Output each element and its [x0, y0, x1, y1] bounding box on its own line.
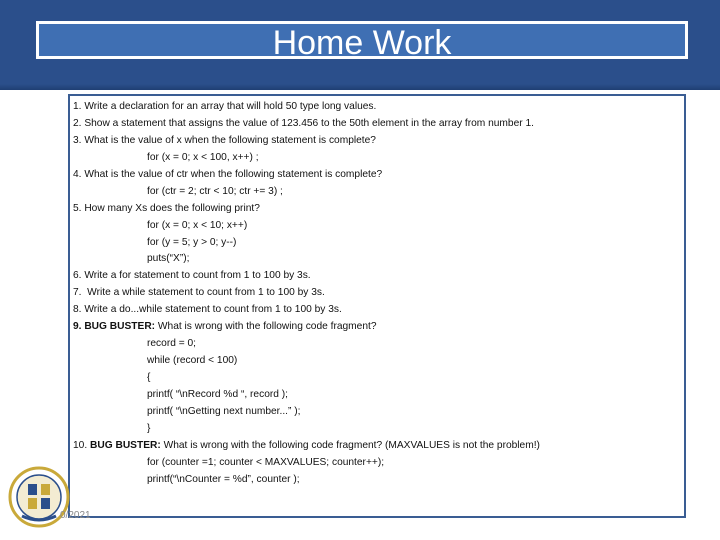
- footer-date: 0/2021: [60, 510, 91, 521]
- question-4: 4. What is the value of ctr when the following statement is complete?: [73, 168, 383, 180]
- code-line: for (x = 0; x < 100, x++) ;: [147, 151, 259, 163]
- code-line: for (y = 5; y > 0; y--): [147, 236, 237, 248]
- title-frame: [36, 21, 688, 62]
- homework-content-box: [68, 94, 686, 518]
- question-9: 9. BUG BUSTER: What is wrong with the following code fragment?: [73, 321, 377, 333]
- code-line: while (record < 100): [147, 355, 238, 367]
- code-line: {: [147, 372, 151, 383]
- code-line: }: [147, 422, 151, 434]
- code-line: for (ctr = 2; ctr < 10; ctr += 3) ;: [147, 185, 283, 197]
- question-5: 5. How many Xs does the following print?: [73, 202, 260, 214]
- question-7: 7. Write a while statement to count from 1 to 100 by 3s.: [73, 287, 325, 299]
- question-6: 6. Write a for statement to count from 1 to 100 by 3s.: [73, 270, 311, 282]
- code-line: printf(“\nCounter = %d”, counter );: [147, 473, 300, 485]
- question-3: 3. What is the value of x when the following statement is complete?: [73, 134, 376, 146]
- bug-buster-label: BUG BUSTER:: [90, 439, 161, 451]
- question-8: 8. Write a do...while statement to count from 1 to 100 by 3s.: [73, 304, 342, 316]
- question-10: 10. BUG BUSTER: What is wrong with the following code fragment? (MAXVALUES is not the problem!): [73, 439, 540, 451]
- code-line: for (counter =1; counter < MAXVALUES; counter++);: [147, 456, 385, 468]
- code-line: printf( “\nRecord %d “, record );: [147, 388, 288, 400]
- code-line: puts(“X”);: [147, 253, 190, 265]
- code-line: record = 0;: [147, 338, 196, 350]
- bug-buster-label: 9. BUG BUSTER:: [73, 321, 156, 333]
- title-band: [0, 0, 720, 90]
- slide-title: Home Work: [272, 24, 452, 62]
- code-line: printf( “\nGetting next number...” );: [147, 405, 301, 417]
- question-1: 1. Write a declaration for an array that will hold 50 type long values.: [73, 101, 377, 112]
- question-2: 2. Show a statement that assigns the value of 123.456 to the 50th element in the array from number 1.: [73, 117, 534, 129]
- code-line: for (x = 0; x < 10; x++): [147, 219, 248, 231]
